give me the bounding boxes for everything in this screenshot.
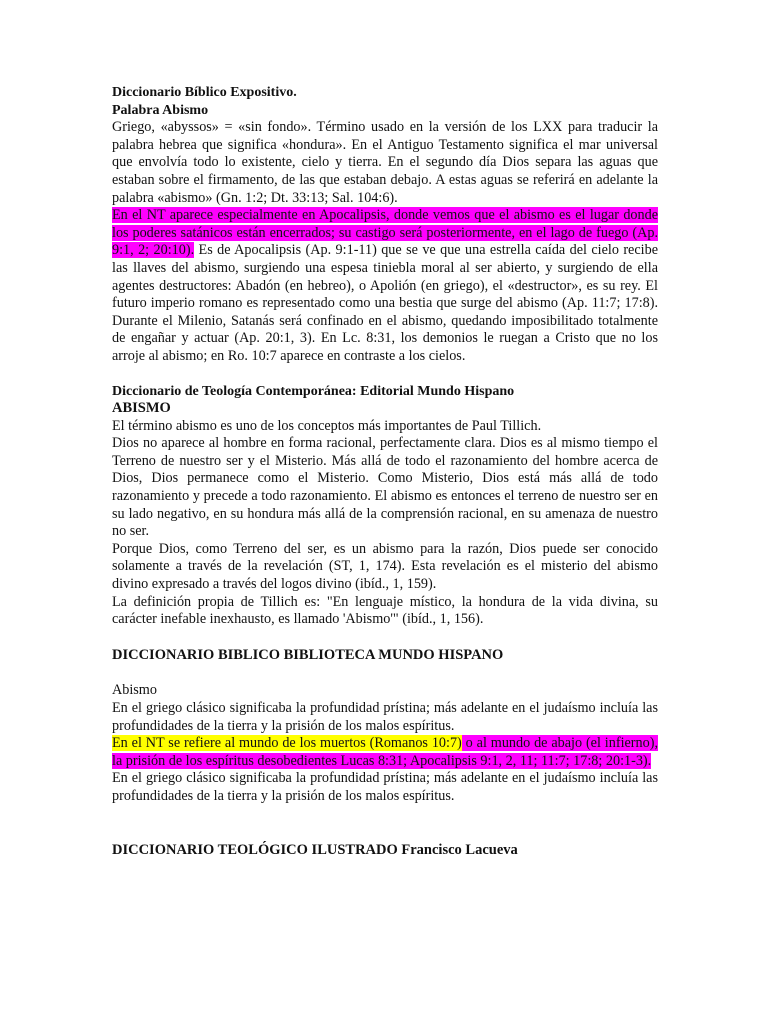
section1-subtitle: Palabra Abismo — [112, 102, 209, 118]
document-page — [112, 84, 658, 859]
section3-paragraph-1: En el griego clásico significaba la profundidad prístina; más adelante en el judaísmo incluía las profundidades de la tierra y la prisión de los malos espíritus. — [112, 700, 658, 734]
section2-paragraph-4: La definición propia de Tillich es: "En lenguaje místico, la hondura de la vida divina, su carácter inefable inexhausto, es llamado 'Abismo'" (ibíd., 1, 156). — [112, 593, 658, 628]
section2-title: Diccionario de Teología Contemporánea: Editorial Mundo Hispano — [112, 383, 515, 399]
section1-title: Diccionario Bíblico Expositivo. — [112, 85, 297, 100]
section2-paragraph-2: Dios no aparece al hombre en forma racional, perfectamente clara. Dios es al mismo tiempo el Terreno de nuestro ser y el Misterio. Más allá de todo el razonamiento del hombre acerca de Dios, Dios permanece como el Misterio. Como Misterio, Dios está más allá de todo razonamiento y precede a todo razonamiento. El abismo es entonces el terreno de nuestro ser en su lado negativo, en su hondura más allá de la comprensión racional, en su amenaza de nuestro no ser. — [112, 435, 658, 540]
section2-subtitle: ABISMO — [112, 400, 171, 417]
section3-paragraph-3: En el griego clásico significaba la profundidad prístina; más adelante en el judaísmo incluía las profundidades de la tierra y la prisión de los malos espíritus. — [112, 770, 658, 804]
section2-paragraph-1: El término abismo es uno de los conceptos más importantes de Paul Tillich. — [112, 417, 542, 434]
magenta-highlight: En el NT aparece especialmente en Apocalipsis, donde vemos que el abismo es el lugar donde los poderes satánicos están encerrados; su castigo será posteriormente, en el lago de fuego (Ap. 9:1, 2; 20:10). — [112, 207, 658, 259]
section3-subtitle: Abismo — [112, 682, 157, 699]
section3-title: DICCIONARIO BIBLICO BIBLIOTECA MUNDO HISPANO — [112, 646, 504, 663]
yellow-highlight: En el NT se refiere al mundo de los muertos (Romanos 10:7) — [112, 735, 462, 752]
magenta-highlight: o al mundo de abajo (el infierno), la prisión de los espíritus desobedientes Lucas 8:31; Apocalipsis 9:1, 2, 11; 11:7; 17:8; 20:1-3). — [112, 735, 658, 769]
section4-title: DICCIONARIO TEOLÓGICO ILUSTRADO Francisco Lacueva — [112, 841, 518, 858]
section1-paragraph-2 — [112, 207, 658, 365]
section2-paragraph-3: Porque Dios, como Terreno del ser, es un abismo para la razón, Dios puede ser conocido solamente a través de la revelación (ST, 1, 174). Esta revelación es el misterio del abismo divino expresado a través del logos divino (ibíd., 1, 159). — [112, 540, 658, 593]
section1-paragraph-1: Griego, «abyssos» = «sin fondo». Término usado en la versión de los LXX para traducir la palabra hebrea que significa «hondura». En el Antiguo Testamento significa el mar universal que envolvía todo lo existente, cielo y tierra. En el segundo día Dios separa las aguas que estaban sobre el firmamento, de las que estaban debajo. A estas aguas se referirá en adelante la palabra «abismo» (Gn. 1:2; Dt. 33:13; Sal. 104:6). — [112, 119, 658, 206]
paragraph-text: Es de Apocalipsis (Ap. 9:1-11) que se ve que una estrella caída del cielo recibe las llaves del abismo, surgiendo una espesa tiniebla moral al ser abierto, y surgiendo de ella agentes destructores: Abadón (en hebreo), o Apolión (en griego), el «destructor», es su rey. El futuro imperio romano es representado como una bestia que surge del abismo (Ap. 11:7; 17:8). Durante el Milenio, Satanás será confinado en el abismo, quedando imposibilitado totalmente de engañar y actuar (Ap. 20:1, 3). En Lc. 8:31, los demonios le ruegan a Cristo que no los arroje al abismo; en Ro. 10:7 aparece en contraste a los cielos. — [112, 242, 658, 364]
section3-paragraph-2 — [112, 735, 658, 770]
